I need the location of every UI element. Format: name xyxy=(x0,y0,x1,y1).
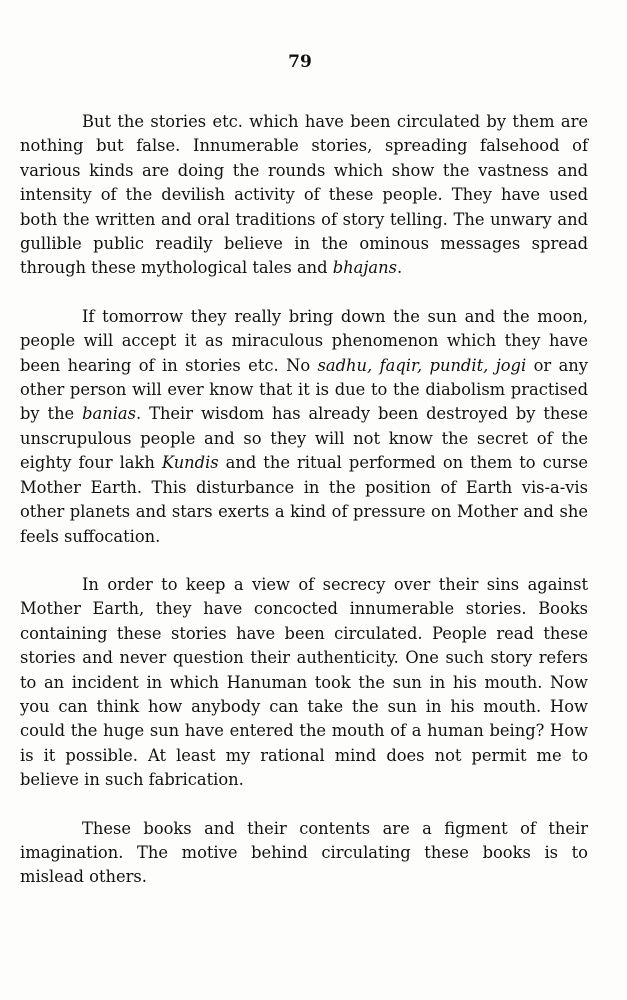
page-number: 79 xyxy=(288,52,312,72)
italic-term-banias: banias xyxy=(82,404,136,424)
paragraph-text: . xyxy=(396,258,403,278)
paragraph-text: and the ritual performed on them to curse Mother Earth. This disturbance in the position of Earth vis-a-vis other planets and stars exerts a kind of pressure on Mother and she feels suffocation. xyxy=(20,453,588,546)
paragraph-3 xyxy=(20,573,588,793)
body-text xyxy=(20,110,588,914)
paragraph-1 xyxy=(20,110,588,281)
paragraph-4 xyxy=(20,817,588,890)
italic-term-bhajans: bhajans xyxy=(332,258,397,278)
italic-term-sadhu-faqir-pundit-jogi: sadhu, faqir, pundit, jogi xyxy=(317,355,527,375)
italic-term-kundis: Kundis xyxy=(161,453,219,473)
paragraph-2 xyxy=(20,305,588,549)
paragraph-text: But the stories etc. which have been circulated by them are nothing but false. Innumerable stories, spreading falsehood of various kinds are doing the rounds which show the vastness and intensity of the devilish activity of these people. They have used both the written and oral traditions of story telling. The unwary and gullible public readily believe in the ominous messages spread through these mythological tales and xyxy=(20,112,588,278)
paragraph-text: These books and their contents are a figment of their imagination. The motive behind circulating these books is to mislead others. xyxy=(20,818,588,887)
paragraph-text: . Their wisdom has already been destroyed by these unscrupulous people and so they will not know the secret of the eighty four lakh xyxy=(20,404,589,473)
paragraph-text: If tomorrow they really bring down the sun and the moon, people will accept it as miraculous phenomenon which they have been hearing of in stories etc. No xyxy=(20,306,588,375)
paragraph-text: In order to keep a view of secrecy over their sins against Mother Earth, they have concocted innumerable stories. Books containing these stories have been circulated. People read these stories and never question their authenticity. One such story refers to an incident in which Hanuman took the sun in his mouth. Now you can think how anybody can take the sun in his mouth. How could the huge sun have entered the mouth of a human being? How is it possible. At least my rational mind does not permit me to believe in such fabrication. xyxy=(20,574,588,790)
paragraph-text: or any other person will ever know that it is due to the diabolism practised by the xyxy=(20,355,588,424)
